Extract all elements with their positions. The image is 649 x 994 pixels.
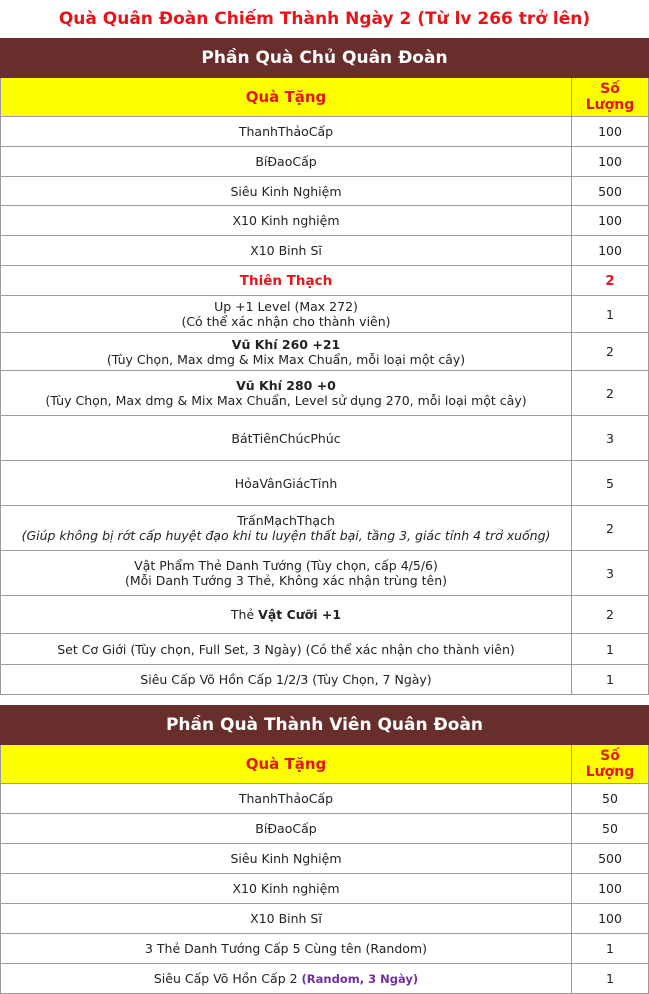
gift-qty: 2 xyxy=(572,371,649,416)
gift-name-line: Vũ Khí 280 +0 xyxy=(236,378,336,393)
gift-qty: 100 xyxy=(572,206,649,236)
gift-qty: 1 xyxy=(572,634,649,665)
gift-name-line: Vũ Khí 260 +21 xyxy=(231,336,341,352)
gift-name: Siêu Kinh Nghiệm xyxy=(1,177,572,206)
table-row xyxy=(1,904,649,934)
gift-qty: 5 xyxy=(572,461,649,506)
leader-column-header xyxy=(1,78,649,117)
gift-qty: 500 xyxy=(572,177,649,206)
gift-qty: 1 xyxy=(572,296,649,333)
gift-name: BátTiênChúcPhúc xyxy=(1,416,572,461)
gift-qty: 1 xyxy=(571,934,648,964)
table-row xyxy=(1,784,649,814)
gift-name-bold: Vật Cưỡi +1 xyxy=(258,607,342,622)
gift-name-line: Vật Phẩm Thẻ Danh Tướng (Tùy chọn, cấp 4/5/6) xyxy=(134,558,438,573)
gift-qty: 3 xyxy=(572,551,649,596)
gift-qty: 100 xyxy=(572,147,649,177)
member-section-title: Phần Quà Thành Viên Quân Đoàn xyxy=(1,706,649,745)
gift-name: X10 Kinh nghiệm xyxy=(1,206,572,236)
table-row xyxy=(1,551,649,596)
gift-name xyxy=(1,506,572,551)
table-row xyxy=(1,371,649,416)
gift-name: Set Cơ Giới (Tùy chọn, Full Set, 3 Ngày) (Có thể xác nhận cho thành viên) xyxy=(1,634,572,665)
gift-name: BíĐaoCấp xyxy=(1,147,572,177)
gift-name xyxy=(1,296,572,333)
page-title: Quà Quân Đoàn Chiếm Thành Ngày 2 (Từ lv 266 trở lên) xyxy=(0,0,649,38)
gift-name: X10 Kinh nghiệm xyxy=(1,874,572,904)
gift-qty: 2 xyxy=(572,506,649,551)
gift-name xyxy=(1,371,572,416)
leader-section-title: Phần Quà Chủ Quân Đoàn xyxy=(1,39,649,78)
table-row xyxy=(1,177,649,206)
gift-qty: 1 xyxy=(572,665,649,695)
gift-name: BíĐaoCấp xyxy=(1,814,572,844)
qty-column-header: Số Lượng xyxy=(571,745,648,784)
leader-section-header xyxy=(1,39,649,78)
gift-name-note: (Random, 3 Ngày) xyxy=(301,972,419,986)
table-row xyxy=(1,461,649,506)
table-row xyxy=(1,506,649,551)
gift-name: ThanhThảoCấp xyxy=(1,117,572,147)
gift-name-text: Siêu Cấp Võ Hồn Cấp 2 xyxy=(153,971,302,986)
gift-name-note: (Có thể xác nhận cho thành viên) xyxy=(181,314,391,329)
table-row xyxy=(1,964,649,994)
leader-gift-table xyxy=(0,38,649,695)
gift-name: HỏaVânGiácTỉnh xyxy=(1,461,572,506)
table-row xyxy=(1,596,649,634)
gift-name: Thiên Thạch xyxy=(1,266,572,296)
gift-name xyxy=(1,964,572,994)
gift-name-note: (Tùy Chọn, Max dmg & Mix Max Chuẩn, mỗi loại một cây) xyxy=(106,351,466,367)
gift-name-note: (Tùy Chọn, Max dmg & Mix Max Chuẩn, Level sử dụng 270, mỗi loại một cây) xyxy=(45,393,527,408)
table-row xyxy=(1,333,649,371)
gift-column-header: Quà Tặng xyxy=(1,78,572,117)
gift-qty: 1 xyxy=(571,964,648,994)
table-row xyxy=(1,844,649,874)
gift-qty: 2 xyxy=(572,596,649,634)
gift-name: Siêu Cấp Võ Hồn Cấp 1/2/3 (Tùy Chọn, 7 Ngày) xyxy=(1,665,572,695)
table-row xyxy=(1,206,649,236)
gift-qty: 2 xyxy=(572,266,649,296)
member-column-header xyxy=(1,745,649,784)
table-row xyxy=(1,117,649,147)
member-gift-table xyxy=(0,705,649,994)
gift-name: ThanhThảoCấp xyxy=(1,784,572,814)
table-row xyxy=(1,236,649,266)
gift-qty: 100 xyxy=(572,236,649,266)
gift-qty: 100 xyxy=(571,874,648,904)
gift-name-note: (Mỗi Danh Tướng 3 Thẻ, Không xác nhận trùng tên) xyxy=(124,573,448,588)
gift-qty: 50 xyxy=(571,814,648,844)
gift-name: Siêu Kinh Nghiệm xyxy=(1,844,572,874)
table-row xyxy=(1,266,649,296)
member-section-header xyxy=(1,706,649,745)
gift-qty: 100 xyxy=(571,904,648,934)
gift-qty: 500 xyxy=(571,844,648,874)
table-row xyxy=(1,814,649,844)
gift-name-line: Up +1 Level (Max 272) xyxy=(214,299,358,314)
gift-qty: 50 xyxy=(571,784,648,814)
gift-name: X10 Binh Sĩ xyxy=(1,904,572,934)
table-row xyxy=(1,934,649,964)
table-row xyxy=(1,416,649,461)
table-row xyxy=(1,296,649,333)
gift-name-note: (Giúp không bị rớt cấp huyệt đạo khi tu luyện thất bại, tầng 3, giác tỉnh 4 trở xuống) xyxy=(21,528,551,543)
gift-name xyxy=(1,333,572,371)
gift-qty: 3 xyxy=(572,416,649,461)
gift-name: 3 Thẻ Danh Tướng Cấp 5 Cùng tên (Random) xyxy=(1,934,572,964)
gift-name: X10 Binh Sĩ xyxy=(1,236,572,266)
section-spacer xyxy=(0,695,649,705)
table-row xyxy=(1,147,649,177)
table-row xyxy=(1,634,649,665)
gift-column-header: Quà Tặng xyxy=(1,745,572,784)
table-row xyxy=(1,665,649,695)
gift-qty: 100 xyxy=(572,117,649,147)
gift-name xyxy=(1,596,572,634)
gift-qty: 2 xyxy=(572,333,649,371)
gift-name-line: TrấnMạchThạch xyxy=(237,513,335,528)
gift-name-prefix: Thẻ xyxy=(230,607,259,622)
gift-name xyxy=(1,551,572,596)
qty-column-header: Số Lượng xyxy=(572,78,649,117)
table-row xyxy=(1,874,649,904)
